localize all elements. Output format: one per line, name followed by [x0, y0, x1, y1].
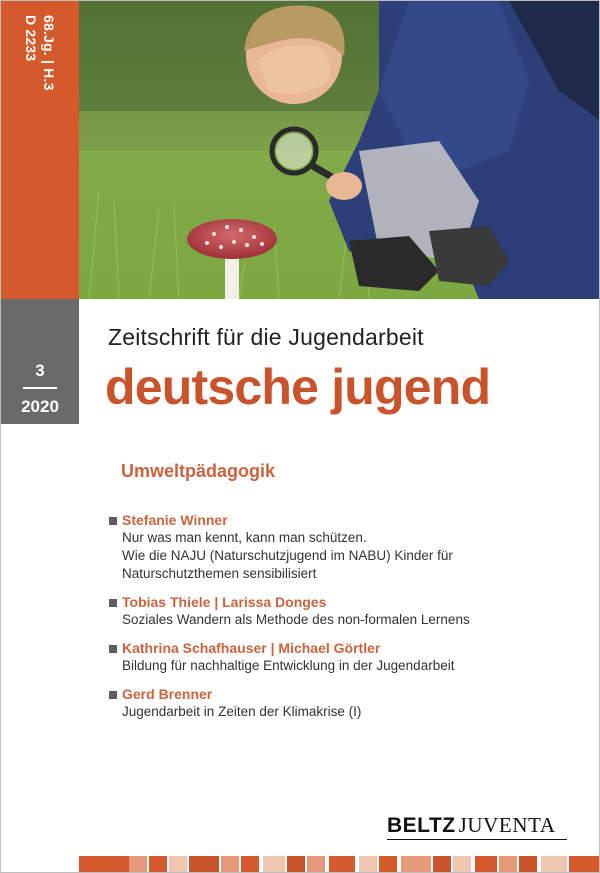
- article-title-line: Wie die NAJU (Naturschutzjugend im NABU) Kinder für: [122, 548, 453, 563]
- article-title-line: Nur was man kennt, kann man schützen.: [122, 530, 367, 545]
- issn-code-label: D 2233: [23, 15, 39, 62]
- bullet-icon: [109, 645, 117, 653]
- issue-year: 2020: [21, 397, 59, 416]
- article-author: Gerd Brenner: [122, 686, 213, 702]
- issue-topic: Umweltpädagogik: [121, 461, 276, 481]
- article-title-line: Bildung für nachhaltige Entwicklung in der Jugendarbeit: [122, 658, 455, 673]
- volume-issue-label: 68.Jg. | H.3: [41, 15, 57, 91]
- article-title-line: Soziales Wandern als Methode des non-formalen Lernens: [122, 612, 470, 627]
- article-title-line: Naturschutzthemen sensibilisiert: [122, 566, 317, 581]
- publisher-name-part2: JUVENTA: [458, 813, 556, 837]
- bullet-icon: [109, 691, 117, 699]
- issue-number: 3: [35, 361, 45, 380]
- spine-strip: [1, 1, 79, 299]
- article-author: Tobias Thiele | Larissa Donges: [122, 594, 327, 610]
- list-item: [109, 639, 579, 675]
- list-item: [109, 593, 579, 629]
- issue-divider: [23, 387, 57, 389]
- bullet-icon: [109, 599, 117, 607]
- article-title-line: Jugendarbeit in Zeiten der Klimakrise (I): [122, 704, 362, 719]
- decorative-color-bar: [79, 856, 600, 873]
- cover-photo: [79, 1, 600, 299]
- publisher-name-part1: BELTZ: [387, 814, 456, 837]
- magazine-title: deutsche jugend: [105, 359, 491, 415]
- article-author: Kathrina Schafhauser | Michael Görtler: [122, 640, 381, 656]
- article-list: [109, 511, 579, 731]
- publisher-underline: [387, 839, 567, 840]
- magazine-subtitle: Zeitschrift für die Jugendarbeit: [108, 324, 424, 350]
- bullet-icon: [109, 517, 117, 525]
- list-item: [109, 511, 579, 583]
- list-item: [109, 685, 579, 721]
- spine-text: [19, 15, 63, 115]
- article-author: Stefanie Winner: [122, 512, 228, 528]
- publisher-logo: [387, 813, 556, 839]
